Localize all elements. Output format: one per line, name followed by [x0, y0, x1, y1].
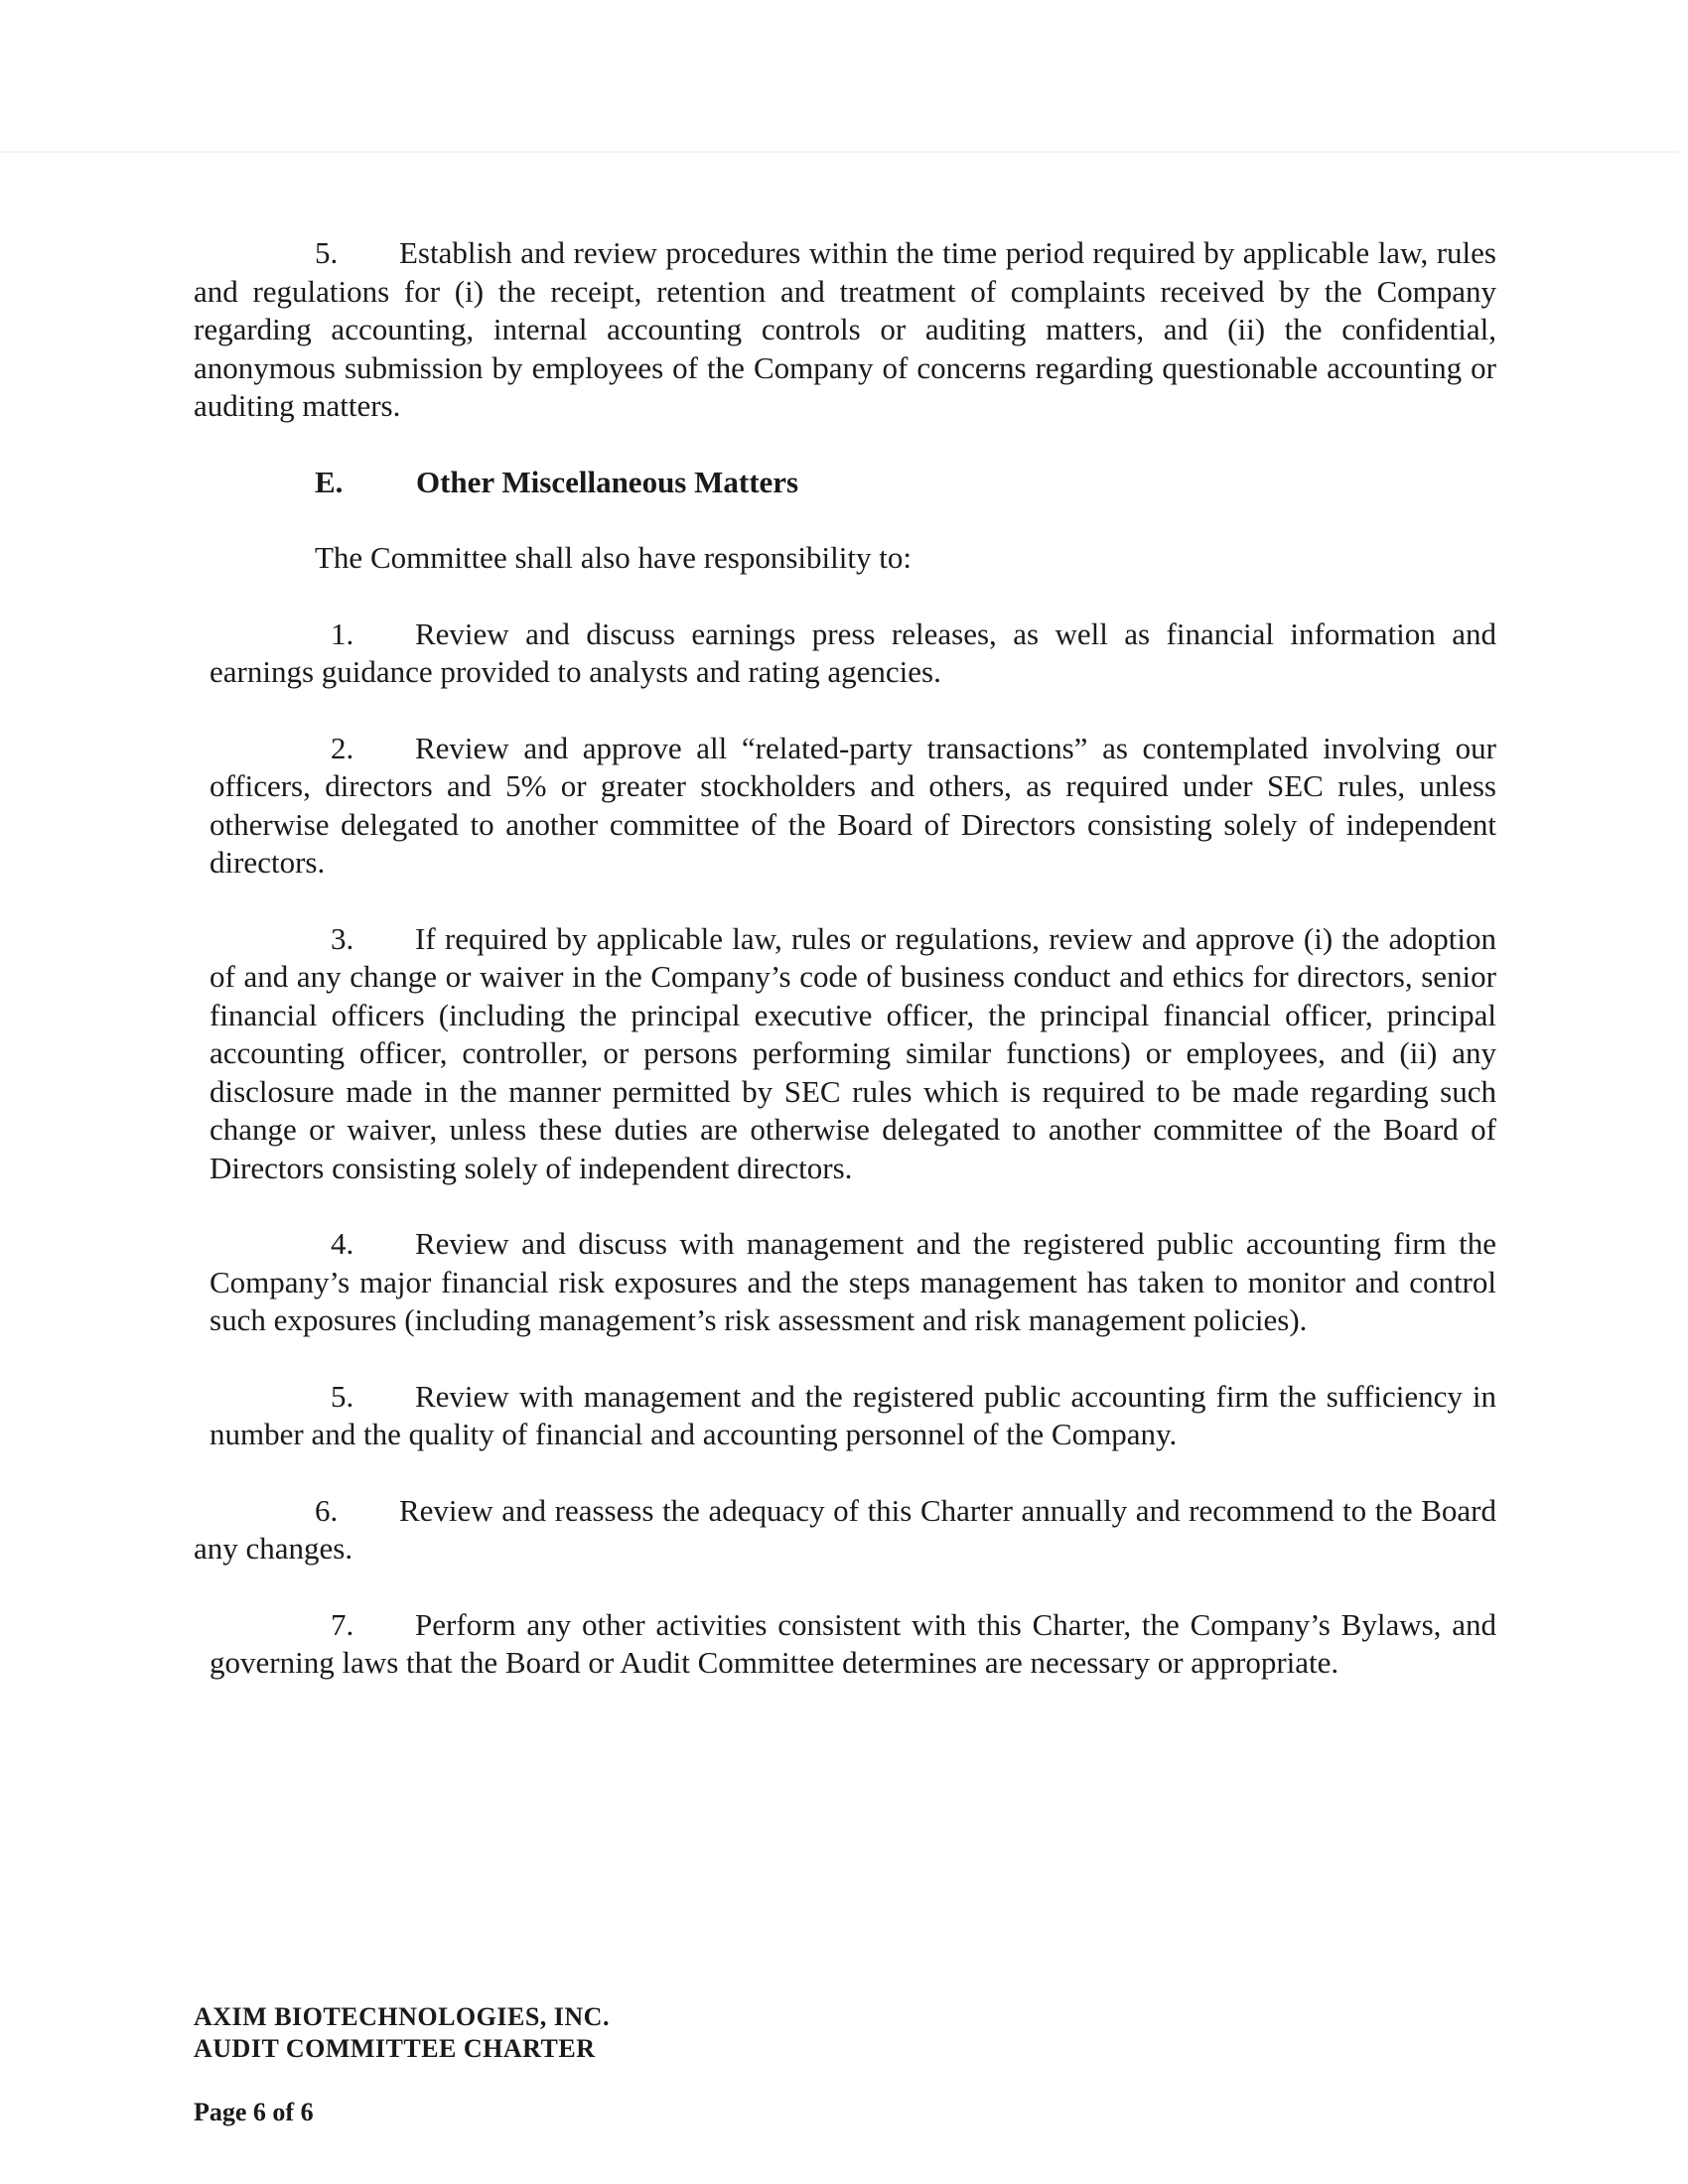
item-number: 5. — [331, 1378, 354, 1414]
section-e-item-3 — [194, 920, 1496, 1188]
footer-document-title: AUDIT COMMITTEE CHARTER — [194, 2034, 596, 2063]
section-e-item-4 — [194, 1225, 1496, 1340]
section-e-item-2 — [194, 730, 1496, 883]
item-number: 6. — [315, 1492, 339, 1528]
item-text: Review and approve all “related-party transactions” as contemplated involving our officers, directors and 5% or greater stockholders and others, as required under SEC rules, unless otherwise delegated to another committee of the Board of Directors consisting solely of independent directors. — [210, 730, 1496, 880]
item-number: 4. — [331, 1226, 354, 1261]
item-text: Review and reassess the adequacy of this Charter annually and recommend to the Board any changes. — [194, 1492, 1496, 1566]
section-e-intro: The Committee shall also have responsibility to: — [315, 540, 912, 575]
document-body — [194, 234, 1496, 1720]
section-d-item-5 — [194, 234, 1496, 426]
item-number: 2. — [331, 730, 354, 765]
item-text: Review and discuss earnings press releases, as well as financial information and earnings guidance provided to analysts and rating agencies. — [210, 615, 1496, 689]
page-number: Page 6 of 6 — [194, 2098, 314, 2126]
section-letter: E. — [315, 464, 344, 499]
item-number: 7. — [331, 1606, 354, 1642]
section-e-item-1 — [194, 615, 1496, 692]
item-text: Review with management and the registered public accounting firm the sufficiency in number and the quality of financial and accounting personnel of the Company. — [210, 1378, 1496, 1451]
item-text: If required by applicable law, rules or regulations, review and approve (i) the adoption of and any change or waiver in the Company’s code of business conduct and ethics for directors, senior financial officers (including the principal executive officer, the principal financial officer, principal accounting officer, controller, or persons performing similar functions) or employees, and (ii) any disclosure made in the manner permitted by SEC rules which is required to be made regarding such change or waiver, unless these duties are otherwise delegated to another committee of the Board of Directors consisting solely of independent directors. — [210, 920, 1496, 1185]
item-number: 1. — [331, 615, 354, 651]
section-e-item-6 — [194, 1492, 1496, 1569]
item-text: Review and discuss with management and the registered public accounting firm the Company’s major financial risk exposures and the steps management has taken to monitor and control such exposures (including management’s risk assessment and risk management policies). — [210, 1226, 1496, 1337]
item-text: Establish and review procedures within the time period required by applicable law, rules and regulations for (i) the receipt, retention and treatment of complaints received by the Company regarding accounting, internal accounting controls or auditing matters, and (ii) the confidential, anonymous submission by employees of the Company of concerns regarding questionable accounting or auditing matters. — [194, 235, 1496, 423]
footer-company: AXIM BIOTECHNOLOGIES, INC. — [194, 2002, 610, 2031]
section-title: Other Miscellaneous Matters — [416, 464, 799, 499]
item-number: 5. — [315, 235, 339, 270]
item-text: Perform any other activities consistent with this Charter, the Company’s Bylaws, and governing laws that the Board or Audit Committee determines are necessary or appropriate. — [210, 1606, 1496, 1680]
section-e-heading — [194, 464, 1496, 502]
item-number: 3. — [331, 920, 354, 956]
document-footer — [194, 2001, 610, 2065]
section-e-item-5 — [194, 1378, 1496, 1454]
scan-edge-line — [0, 151, 1678, 153]
section-e-item-7 — [194, 1606, 1496, 1683]
